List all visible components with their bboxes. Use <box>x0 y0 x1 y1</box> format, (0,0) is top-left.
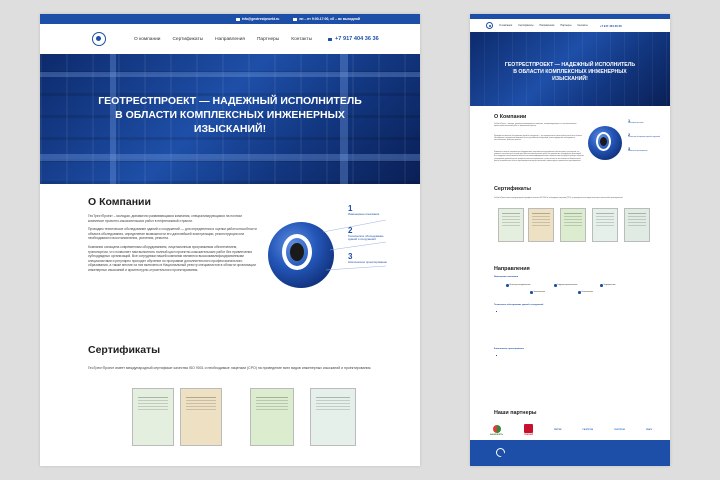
certificates-text: ГеоТрестПроект имеет международный сертификат качества ISO 9001 и необходимые лицензии (СРО) на проведение всех видов инженерных изысканий и проектирования. <box>494 198 624 199</box>
certificates-title: Сертификаты <box>88 344 161 356</box>
hero-title: ГЕОТРЕСТПРОЕКТ — НАДЕЖНЫЙ ИСПОЛНИТЕЛЬ В ОБЛАСТИ КОМПЛЕКСНЫХ ИНЖЕНЕРНЫХ ИЗЫСКАНИЙ! <box>504 62 636 82</box>
nav-item-certificates[interactable]: Сертификаты <box>172 36 204 42</box>
footer <box>470 440 670 466</box>
certificate-image[interactable] <box>528 208 554 242</box>
directions-subtitle: Инженерные изыскания <box>494 276 519 278</box>
logo[interactable] <box>486 22 493 29</box>
hero-banner <box>470 32 670 106</box>
clock-icon <box>293 18 297 21</box>
nav-item-contacts[interactable]: Контакты <box>577 24 588 27</box>
main-nav <box>470 19 670 32</box>
partner-logo[interactable]: ЛУКОЙЛ <box>524 424 533 436</box>
logo[interactable] <box>496 448 505 457</box>
nav-item-partners[interactable]: Партнеры <box>560 24 572 27</box>
partner-logo[interactable]: РИТЭК <box>554 429 562 431</box>
nav-item-partners[interactable]: Партнеры <box>256 36 280 42</box>
directions-subtitle: Техническое обследование зданий и сооружений <box>494 304 544 306</box>
step-2: 2 Техническое обследование зданий и сооружений <box>348 226 384 242</box>
certificate-image[interactable] <box>560 208 586 242</box>
direction-tag[interactable]: Гидрометеорологические <box>554 284 577 287</box>
partner-logo[interactable]: СНКЭ <box>645 429 652 431</box>
step-3: 3 Комплексное проектирование <box>628 146 648 152</box>
working-hours: пн – пт 9:00-17:00, сб – вс выходной <box>293 17 360 21</box>
mail-icon <box>236 18 240 21</box>
about-paragraph: ГеоТрестПроект – молодая, динамично развивающаяся компания, специализирующаяся на полном комплексе проектно-изыскательских работ в нефтегазовой отрасли. <box>88 214 242 223</box>
about-paragraph: Компания оснащена современным оборудованием, лицензионным программным обеспечением, транспортом, что позволяет нам выполнять полный цикл проектно-изыскательских работ без привлечения субподрядных организаций. Все сотрудники нашей компании являются высококвалифицированными специалистами и регулярно проходят обучение по программе дополнительного профессионального образования, а также многие из них включены в Национальный реестр специалистов в области организации инженерных изысканий и архитектурно-строительного проектирования. <box>88 244 256 272</box>
about-paragraph: Проводим техническое обследование зданий и сооружений — для определения и оценки работоспособности объекта обследования, определение возможности его дальнейшей эксплуатации, реконструкции или необходимости восстановления, усиления, ремонта. <box>88 227 257 241</box>
about-paragraph: ГеоТрестПроект – молодая, динамично развивающаяся компания, специализирующаяся на полном комплексе проектно-изыскательских работ в нефтегазовой отрасли. <box>494 124 577 128</box>
step-1: 1 Инженерные изыскания <box>628 118 644 124</box>
nav-item-about[interactable]: О компании <box>134 36 161 42</box>
about-paragraph: Проводим техническое обследование зданий и сооружений — для определения и оценки работоспособности объекта обследования, определение возможности его дальнейшей эксплуатации, реконструкции или необходимости восстановления, усиления, ремонта. <box>494 136 582 142</box>
desktop-mockup <box>40 14 420 466</box>
step-2: 2 Техническое обследование зданий и сооружений <box>628 132 660 138</box>
hero-title: ГЕОТРЕСТПРОЕКТ — НАДЕЖНЫЙ ИСПОЛНИТЕЛЬ В ОБЛАСТИ КОМПЛЕКСНЫХ ИНЖЕНЕРНЫХ ИЗЫСКАНИЙ! <box>98 95 362 135</box>
nav-item-about[interactable]: О компании <box>499 24 513 27</box>
directions-title: Направления <box>494 266 530 272</box>
certificate-image[interactable] <box>132 388 174 446</box>
partner-logo[interactable]: ГАЗПРОМ <box>614 429 625 431</box>
certificate-image[interactable] <box>592 208 618 242</box>
mobile-mockup <box>470 14 670 466</box>
phone-link[interactable]: +7 917 404 36 36 <box>328 36 379 42</box>
email-link[interactable]: info@geotrestproekt.ru <box>236 17 280 21</box>
direction-tag[interactable]: Инженерно-геодезические <box>506 284 530 287</box>
services-diagram <box>268 204 388 300</box>
step-3: 3 Комплексное проектирование <box>348 252 387 264</box>
about-title: О Компании <box>88 196 151 208</box>
partners-logos <box>490 424 652 436</box>
hero-banner <box>40 54 420 184</box>
direction-tag[interactable]: Геологические <box>578 291 593 294</box>
partner-logo[interactable]: ГАЗПРОМ <box>582 429 594 431</box>
about-section <box>88 196 258 277</box>
nav-menu <box>134 37 312 42</box>
partner-logo[interactable]: БАШНЕФТЬ <box>490 425 503 436</box>
nav-item-directions[interactable]: Направления <box>215 36 245 42</box>
about-title: О Компании <box>494 114 527 120</box>
top-bar <box>40 14 420 24</box>
step-1: 1 Инженерные изыскания <box>348 204 380 216</box>
logo[interactable] <box>92 32 106 46</box>
phone-link[interactable]: +7 917 404 36 36 <box>599 23 622 28</box>
partners-title: Наши партнеры <box>494 410 537 416</box>
about-paragraph: Компания оснащена современным оборудованием, лицензионным программным обеспечением, транспортом, что позволяет нам выполнять полный цикл проектно-изыскательских работ без привлечения субподрядных организаций. Все сотрудники нашей компании являются высококвалифицированными специалистами и регулярно проходят обучение по программе дополнительного профессионального образования, а также многие из них включены в Национальный реестр специалистов в области организации инженерных изысканий и архитектурно-строительного проектирования. <box>494 152 584 162</box>
direction-tag[interactable]: Геофизические <box>600 284 616 287</box>
direction-tag[interactable]: Экологические <box>530 291 545 294</box>
phone-icon <box>328 38 332 41</box>
certificates-text: ГеоТрестПроект имеет международный сертификат качества ISO 9001 и необходимые лицензии (СРО) на проведение всех видов инженерных изысканий и проектирования. <box>88 366 372 370</box>
nav-item-directions[interactable]: Направления <box>539 24 555 27</box>
certificate-image[interactable] <box>250 388 294 446</box>
nav-item-certificates[interactable]: Сертификаты <box>518 24 534 27</box>
certificate-image[interactable] <box>310 388 356 446</box>
certificates-title: Сертификаты <box>494 186 532 192</box>
certificate-image[interactable] <box>624 208 650 242</box>
nav-item-contacts[interactable]: Контакты <box>291 36 313 42</box>
certificate-image[interactable] <box>498 208 524 242</box>
certificate-image[interactable] <box>180 388 222 446</box>
directions-subtitle: Комплексное проектирование <box>494 348 524 350</box>
main-nav <box>40 24 420 54</box>
